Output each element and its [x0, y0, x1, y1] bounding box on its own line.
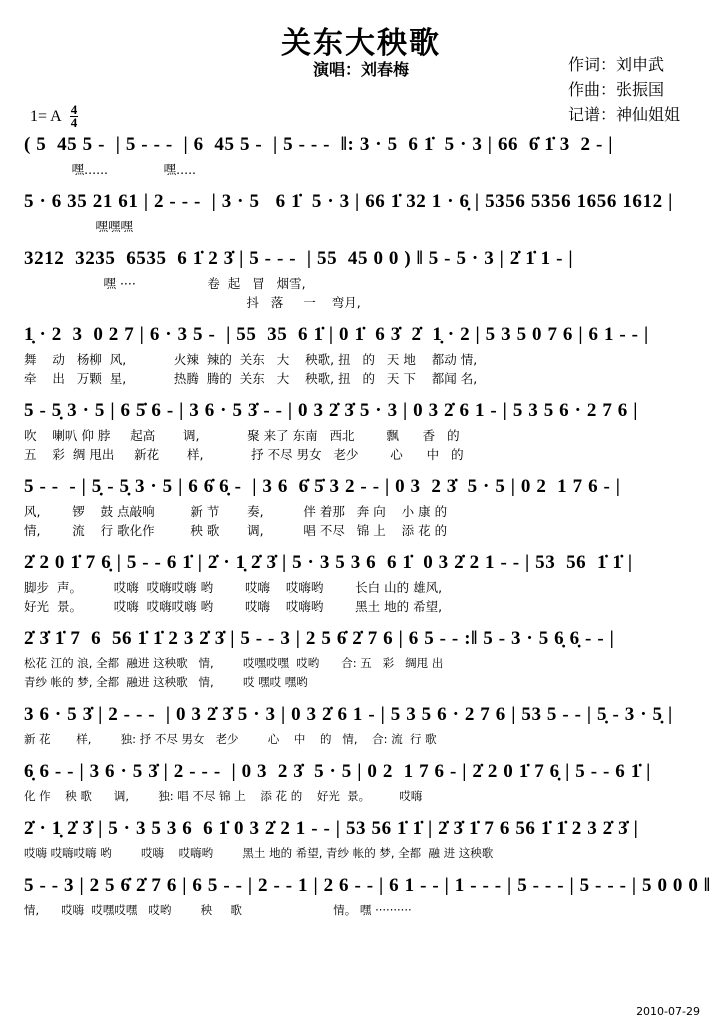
composer-credit: 作曲：张振国	[567, 80, 664, 99]
system-8	[0, 624, 722, 692]
system-4	[0, 320, 722, 388]
lyric-line: 风, 锣 鼓 点敲响 新 节 奏, 伴 着那 奔 向 小 康 的	[24, 504, 448, 519]
system-11	[0, 814, 722, 863]
lyric-line: 五 彩 绸 甩出 新花 样, 抒 不尽 男女 老少 心 中 的	[24, 447, 464, 462]
time-signature	[70, 104, 79, 130]
lyric-line: 松花 江的 浪, 全都 融进 这秧歌 情, 哎嘿哎嘿 哎哟 合: 五 彩 绸甩 出	[24, 656, 444, 670]
system-3	[0, 244, 722, 312]
credits-block	[568, 52, 680, 127]
page-title: 关东大秧歌	[281, 26, 441, 61]
notation-line: 5 - 5̣ 3 · 5 | 6 5̇ 6 - | 3 6 · 5 3̇ - - | 0 3 2̇ 3̇ 5 · 3 | 0 3 2̇ 6 1 - | 5 3 5 6 · 2 7 6 |	[24, 400, 639, 421]
lyric-line: 情, 流 行 歌化作 秧 歌 调, 唱 不尽 锦 上 添 花 的	[24, 523, 448, 538]
lyric-line: 抖 落 一 弯月,	[24, 295, 361, 310]
notation-line: 5 - - 3 | 2 5 6̇ 2̇ 7 6 | 6 5 - - | 2 - - 1 | 2 6 - - | 6 1 - - | 1 - - - | 5 - - - | 5 - - - | 5 0 0 0 ‖	[24, 875, 711, 896]
notation-date: 2010-07-29	[636, 1005, 700, 1018]
lyric-line: 新 花 样, 独: 抒 不尽 男女 老少 心 中 的 情, 合: 流 行 歌	[24, 732, 437, 746]
notation-line: 5 - - - | 5̣ - 5̣ 3 · 5 | 6 6̇ 6̣ - | 3 6 6̇ 5̇ 3 2 - - | 0 3 2 3̇ 5 · 5 | 0 2 1 7 6 - |	[24, 476, 621, 497]
time-numerator: 4	[70, 102, 78, 117]
time-denominator: 4	[70, 115, 78, 131]
lyric-line: 舞 动 杨柳 风, 火辣 辣的 关东 大 秧歌, 扭 的 天 地 都动 情,	[24, 352, 478, 367]
lyric-line: 化 作 秧 歌 调, 独: 唱 不尽 锦 上 添 花 的 好光 景。 哎嗨	[24, 789, 423, 803]
notation-line: 3212 3235 6535 6 1̇ 2 3̇ | 5 - - - | 55 45 0 0 ) ‖ 5 - 5 · 3 | 2̇ 1̇ 1 - |	[24, 248, 574, 269]
singer-line: 演唱：刘春梅	[312, 60, 409, 79]
system-12	[0, 871, 722, 920]
lyric-line: 牵 出 万颗 星, 热腾 腾的 关东 大 秧歌, 扭 的 天 下 都闻 名,	[24, 371, 478, 386]
system-7	[0, 548, 722, 616]
system-10	[0, 757, 722, 806]
notation-line: 3 6 · 5 3̇ | 2 - - - | 0 3 2̇ 3̇ 5 · 3 | 0 3 2̇ 6 1 - | 5 3 5 6 · 2 7 6 | 53 5 - - | 5̣ - 3 · 5̣ |	[24, 704, 673, 725]
notation-line: 2̇ 2 0 1̇ 7 6̣ | 5 - - 6 1̇ | 2̇ · 1̣ 2̇ 3̇ | 5 · 3 5 3 6 6 1̇ 0 3 2̇ 2 1 - - | 53 56 1̇ 1̇ |	[24, 552, 633, 573]
lyric-line: 嘿 ···· 卷 起 冒 烟雪,	[24, 276, 306, 291]
key-signature	[30, 104, 78, 130]
system-9	[0, 700, 722, 749]
notation-line: 2̇ · 1̣ 2̇ 3̇ | 5 · 3 5 3 6 6 1̇ 0 3 2̇ 2 1 - - | 53 56 1̇ 1̇ | 2̇ 3̇ 1̇ 7 6 56 1̇ 1̇ 2 3 2̇ 3̇ |	[24, 818, 639, 839]
lyric-line: 嘿...... 嘿.....	[24, 162, 197, 177]
notation-line: ( 5 45 5 - | 5 - - - | 6 45 5 - | 5 - - - ‖: 3 · 5 6 1̇ 5 · 3 | 66 6̇ 1̇ 3 2 - |	[24, 134, 614, 155]
lyric-line: 情, 哎嗨 哎嘿哎嘿 哎哟 秧 歌 情。 嘿 ··········	[24, 903, 412, 917]
key-label: 1= A	[30, 107, 62, 125]
system-5	[0, 396, 722, 464]
lyric-line: 嘿嘿嘿	[24, 219, 134, 234]
lyric-line: 吹 喇叭 仰 脖 起高 调, 聚 来了 东南 西北 飘 香 的	[24, 428, 460, 443]
notation-line: 1̣ · 2 3 0 2 7 | 6 · 3 5 - | 55 35 6 1̇ | 0 1̇ 6 3̇ 2̇ 1̣ · 2 | 5 3 5 0 7 6 | 6 1 - - |	[24, 324, 649, 345]
notation-line: 2̇ 3̇ 1̇ 7 6 56 1̇ 1̇ 2 3 2̇ 3̇ | 5 - - 3 | 2 5 6̇ 2̇ 7 6 | 6 5 - - :‖ 5 - 3 · 5 6̣ 6̣ - - |	[24, 628, 615, 649]
notation-line: 5 · 6 35 21 61 | 2 - - - | 3 · 5 6 1̇ 5 · 3 | 66 1̇ 32 1 · 6̣ | 5356 5356 1656 1612 |	[24, 191, 673, 212]
notator-credit: 记谱：神仙姐姐	[567, 105, 680, 124]
system-6	[0, 472, 722, 540]
notation-line: 6̣ 6 - - | 3 6 · 5 3̇ | 2 - - - | 0 3 2 3̇ 5 · 5 | 0 2 1 7 6 - | 2̇ 2 0 1̇ 7 6̣ | 5 - - 6 1̇ |	[24, 761, 651, 782]
music-systems	[0, 130, 722, 922]
system-2	[0, 187, 722, 236]
lyric-line: 哎嗨 哎嗨哎嗨 哟 哎嗨 哎嗨哟 黑土 地的 希望, 青纱 帐的 梦, 全都 融 进 这秧歌	[24, 846, 494, 860]
lyric-line: 好光 景。 哎嗨 哎嗨哎嗨 哟 哎嗨 哎嗨哟 黑土 地的 希望,	[24, 599, 443, 614]
system-1	[0, 130, 722, 179]
lyricist-credit: 作词：刘申武	[567, 55, 664, 74]
lyric-line: 脚步 声。 哎嗨 哎嗨哎嗨 哟 哎嗨 哎嗨哟 长白 山的 雄风,	[24, 580, 443, 595]
lyric-line: 青纱 帐的 梦, 全都 融进 这秧歌 情, 哎 嘿哎 嘿哟	[24, 675, 308, 689]
